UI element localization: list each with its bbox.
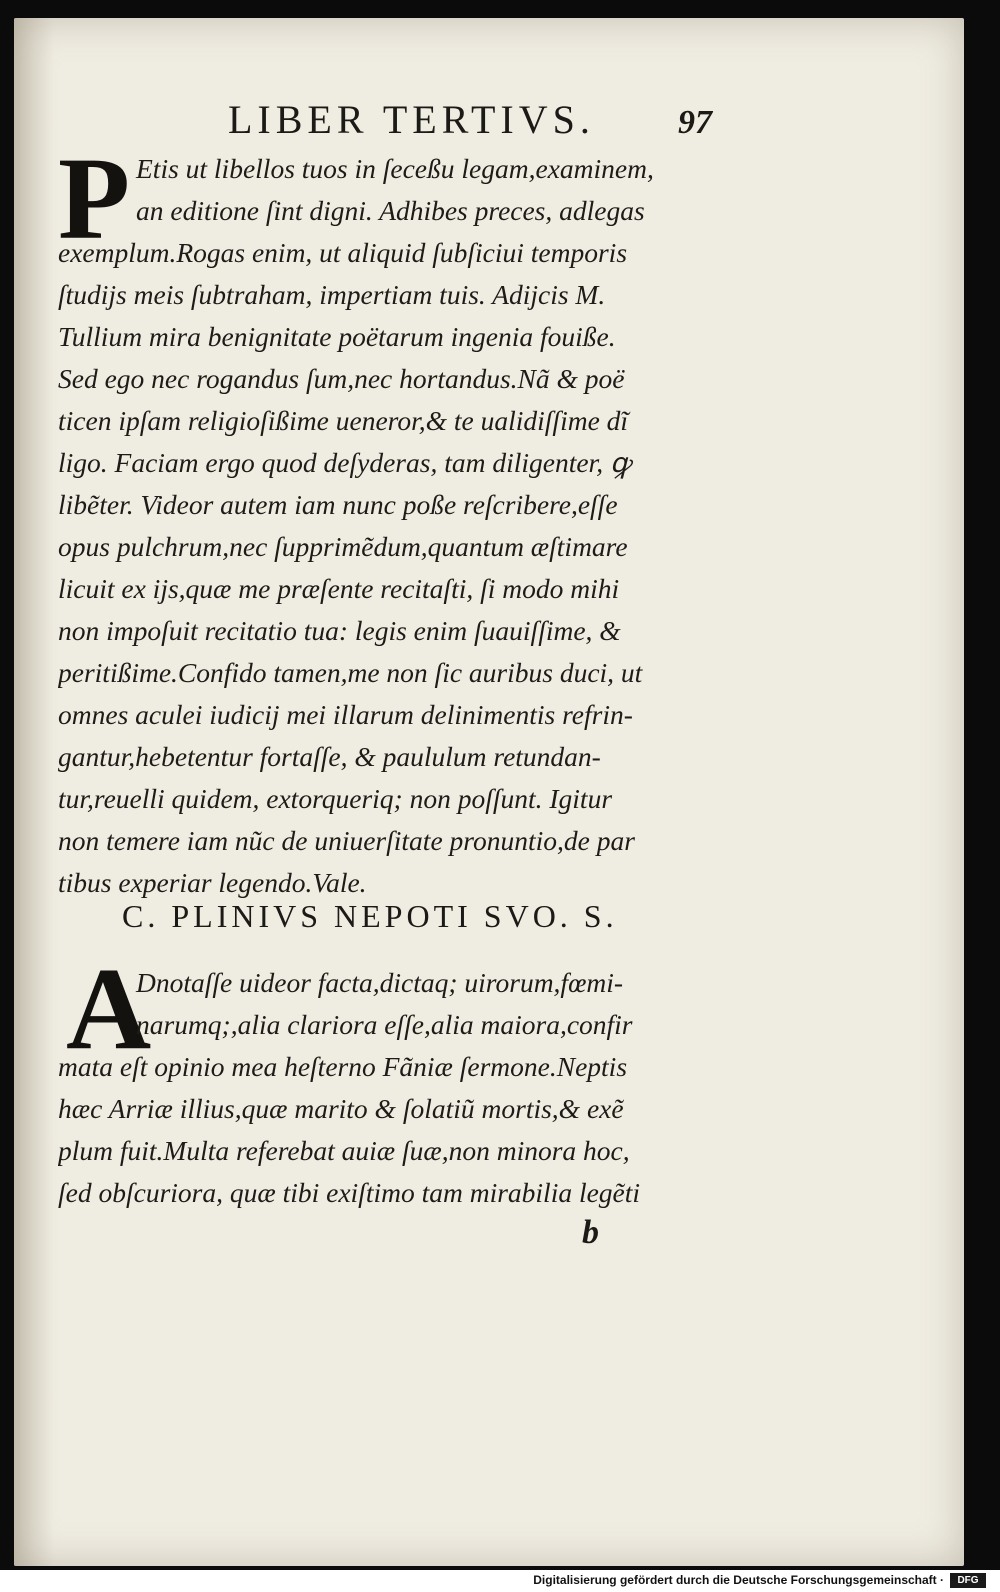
letter-1-body [58,148,748,904]
letter-2-body [58,962,748,1214]
drop-cap-p: P [58,133,131,264]
text-line: ticen ipſam religioſißime ueneror,& te ualidiſſime dĩ [58,405,629,436]
running-head: LIBER TERTIVS. [228,97,595,142]
text-line: plum fuit.Multa referebat auiæ ſuæ,non minora hoc, [58,1135,630,1166]
text-line: exemplum.Rogas enim, ut aliquid ſubſiciui temporis [58,237,628,268]
text-line: mata eſt opinio mea heſterno Fãniæ ſermone.Neptis [58,1051,628,1082]
text-line: ſtudijs meis ſubtraham, impertiam tuis. Adijcis M. [58,279,606,310]
dfg-logo-icon: DFG [950,1573,986,1588]
text-line: tibus experiar legendo.Vale. [58,867,367,898]
text-line: gantur,hebetentur fortaſſe, & paululum retundan- [58,741,601,772]
text-line: Etis ut libellos tuos in ſeceßu legam,examinem, [136,153,654,184]
text-line: non temere iam nũc de uniuerſitate pronuntio,de par [58,825,635,856]
signature-mark: b [582,1214,599,1251]
page-number: 97 [678,104,712,141]
text-line: licuit ex ijs,quæ me præſente recitaſti, ſi modo mihi [58,573,620,604]
text-line: an editione ſint digni. Adhibes preces, adlegas [136,195,645,226]
text-line: tur,reuelli quidem, extorqueriq; non poſſunt. Igitur [58,783,613,814]
text-line: omnes aculei iudicij mei illarum delinimentis refrin- [58,699,633,730]
text-line: ligo. Faciam ergo quod deſyderas, tam diligenter, ꝙ [58,447,631,478]
text-line: hæc Arriæ illius,quæ marito & ſolatiũ mortis,& exẽ [58,1093,624,1124]
text-line: Tullium mira benignitate poëtarum ingenia fouiße. [58,321,616,352]
text-line: Sed ego nec rogandus ſum,nec hortandus.Nã & poë [58,363,625,394]
digitization-footer [0,1570,1000,1592]
letter-heading: C. PLINIVS NEPOTI SVO. S. [122,898,618,934]
text-line: libẽter. Videor autem iam nunc poße reſcribere,eſſe [58,489,618,520]
text-line: ſed obſcuriora, quæ tibi exiſtimo tam mirabilia legẽti [58,1177,641,1208]
text-line: opus pulchrum,nec ſupprimẽdum,quantum æſtimare [58,531,628,562]
text-line: narumq;,alia clariora eſſe,alia maiora,confir [136,1009,633,1040]
text-line: non impoſuit recitatio tua: legis enim ſuauiſſime, & [58,615,621,646]
drop-cap-a: A [66,943,152,1074]
text-line: Dnotaſſe uideor facta,dictaq; uirorum,fœmi- [136,967,624,998]
book-page [14,18,964,1566]
text-line: peritißime.Confido tamen,me non ſic auribus duci, ut [58,657,643,688]
footer-credit: Digitalisierung gefördert durch die Deutsche Forschungsgemeinschaft · [533,1573,944,1587]
